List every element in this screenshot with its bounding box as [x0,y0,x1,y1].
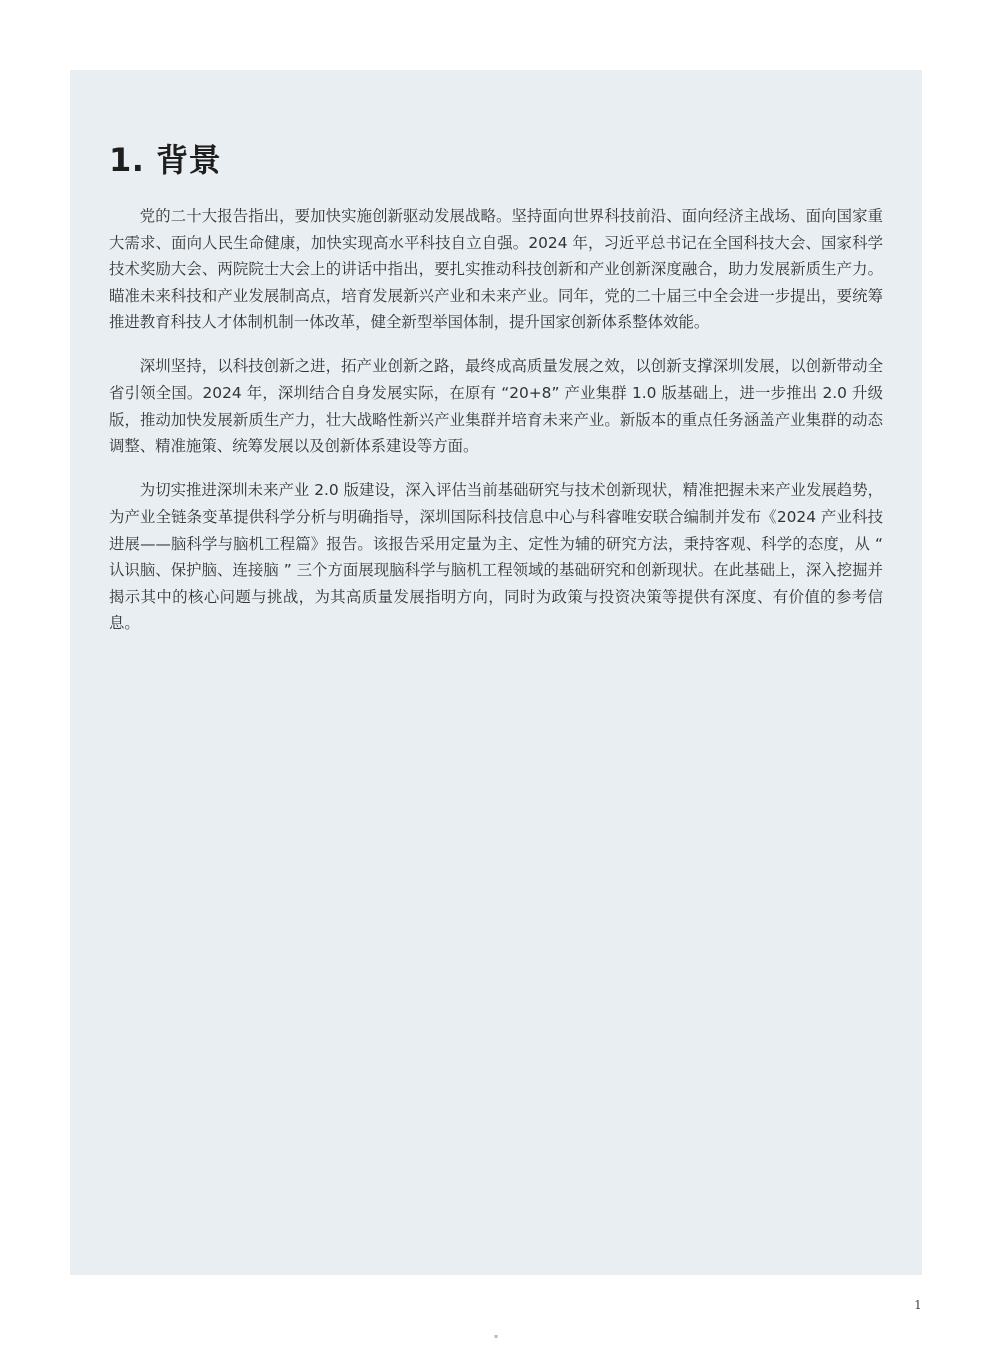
page-number: 1 [914,1298,922,1312]
paragraph-2: 深圳坚持，以科技创新之进，拓产业创新之路，最终成高质量发展之效，以创新支撑深圳发展，以创新带动全省引领全国。2024 年，深圳结合自身发展实际，在原有 “20+8” 产业集群 1.0 版基础上，进一步推出 2.0 升级版，推动加快发展新质生产力，壮大战略性新兴产业集群并培育未来产业。新版本的重点任务涵盖产业集群的动态调整、精准施策、统筹发展以及创新体系建设等方面。 [109,357,883,456]
paragraph-1: 党的二十大报告指出，要加快实施创新驱动发展战略。坚持面向世界科技前沿、面向经济主战场、面向国家重大需求、面向人民生命健康，加快实现高水平科技自立自强。2024 年，习近平总书记在全国科技大会、国家科学技术奖励大会、两院院士大会上的讲话中指出，要扎实推动科技创新和产业创新深度融合，助力发展新质生产力。瞄准未来科技和产业发展制高点，培育发展新兴产业和未来产业。同年，党的二十届三中全会进一步提出，要统筹推进教育科技人才体制机制一体改革，健全新型举国体制，提升国家创新体系整体效能。 [109,207,883,332]
paragraph-3: 为切实推进深圳未来产业 2.0 版建设，深入评估当前基础研究与技术创新现状，精准把握未来产业发展趋势，为产业全链条变革提供科学分析与明确指导，深圳国际科技信息中心与科睿唯安联合编制并发布《2024 产业科技进展——脑科学与脑机工程篇》报告。该报告采用定量为主、定性为辅的研究方法，秉持客观、科学的态度，从 “ 认识脑、保护脑、连接脑 ” 三个方面展现脑科学与脑机工程领域的基础研究和创新现状。在此基础上，深入挖掘并揭示其中的核心问题与挑战，为其高质量发展指明方向，同时为政策与投资决策等提供有深度、有价值的参考信息。 [109,481,883,633]
section-heading: 1. 背景 [109,141,222,179]
body-text [109,203,883,654]
footer-mark: ▪ [493,1333,499,1340]
